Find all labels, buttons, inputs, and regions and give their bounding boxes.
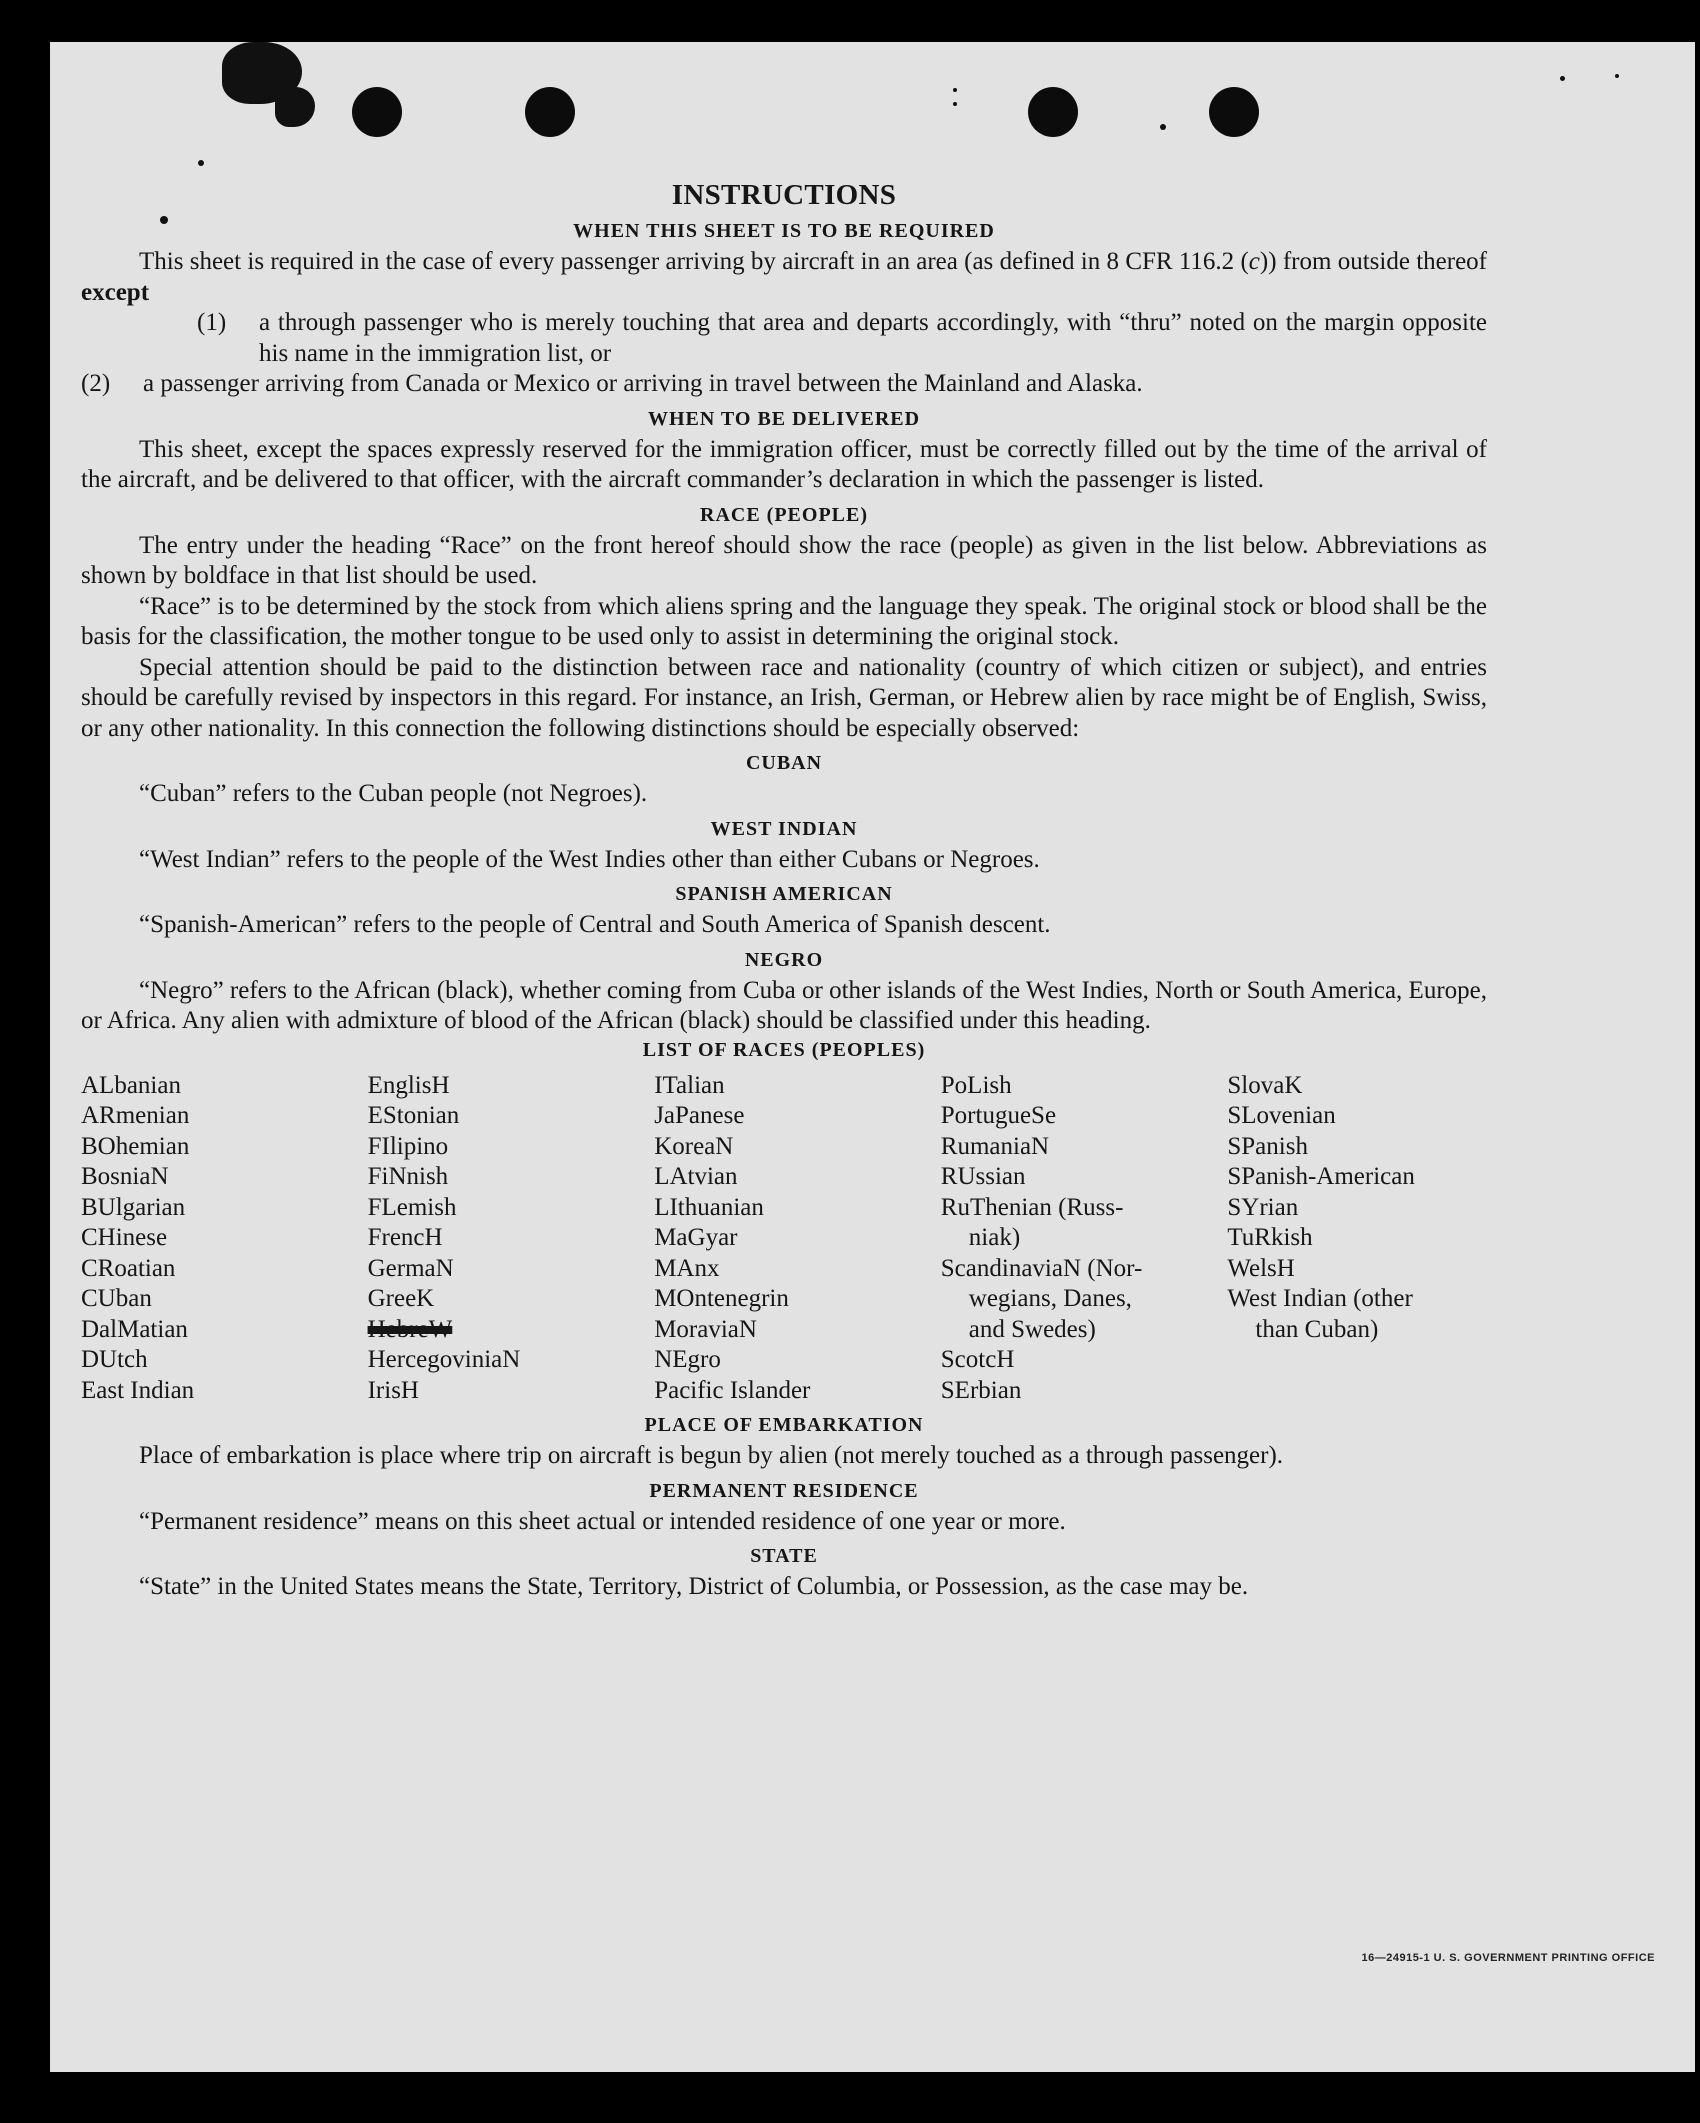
race-item: TuRkish xyxy=(1227,1224,1313,1251)
race-paragraph-2: “Race” is to be determined by the stock from which aliens spring and the language they speak. The original stock or blood shall be the basis for the classification, the mother tongue to be used only to assist in determining the original stock. xyxy=(81,592,1487,650)
race-item: MaGyar xyxy=(654,1224,738,1251)
race-item: GreeK xyxy=(367,1285,435,1312)
race-item: EStonian xyxy=(367,1102,460,1129)
speck xyxy=(953,88,957,92)
heading-when-required: WHEN THIS SHEET IS TO BE REQUIRED xyxy=(573,220,995,242)
heading-permanent-residence: PERMANENT RESIDENCE xyxy=(649,1479,919,1502)
heading-list-of-races: LIST OF RACES (PEOPLES) xyxy=(642,1038,926,1061)
heading-race: RACE (PEOPLE) xyxy=(700,503,868,526)
race-item: East Indian xyxy=(81,1376,195,1404)
required-intro-c: c xyxy=(1248,248,1260,275)
exception-2 xyxy=(81,369,1487,400)
race-item-continued: wegians, Danes, xyxy=(968,1285,1132,1312)
exception-1-text: a through passenger who is merely touching that area and departs accordingly, with “thru” noted on the margin opposite his name in the immigration list, or xyxy=(259,309,1487,367)
race-item: ITalian xyxy=(654,1071,725,1099)
heading-embarkation: PLACE OF EMBARKATION xyxy=(644,1414,924,1436)
required-intro-except: except xyxy=(81,278,150,306)
race-item: FrencH xyxy=(367,1224,443,1251)
race-item: MOntenegrin xyxy=(654,1285,789,1312)
delivered-text: This sheet, except the spaces expressly reserved for the immigration officer, must be correctly filled out by the time of the arrival of the aircraft, and be delivered to that officer, with the aircraft commander’s declaration in which the passenger is listed. xyxy=(81,435,1487,493)
races-column-3 xyxy=(654,1071,941,1407)
race-item: FLemish xyxy=(367,1193,457,1221)
races-list xyxy=(81,1071,1487,1407)
race-item-continued: than Cuban) xyxy=(1255,1315,1379,1343)
race-item: RuThenian (Russ- xyxy=(940,1193,1124,1221)
race-item-continued: and Swedes) xyxy=(968,1315,1096,1343)
race-item: GermaN xyxy=(367,1254,454,1282)
cuban-text: “Cuban” refers to the Cuban people (not Negroes). xyxy=(139,780,648,807)
races-column-2 xyxy=(368,1071,655,1407)
exception-1-number: (1) xyxy=(197,309,227,336)
race-item: West Indian (other xyxy=(1227,1285,1413,1312)
races-column-4 xyxy=(941,1071,1228,1407)
race-item: Pacific Islander xyxy=(654,1376,811,1404)
page-title: INSTRUCTIONS xyxy=(671,179,897,211)
race-item: BosniaN xyxy=(81,1163,169,1190)
race-item: MAnx xyxy=(654,1254,720,1282)
race-item: CHinese xyxy=(81,1224,168,1251)
exception-2-number: (2) xyxy=(81,370,111,397)
speck xyxy=(953,102,957,106)
race-item: BOhemian xyxy=(81,1132,190,1160)
negro-text: “Negro” refers to the African (black), whether coming from Cuba or other islands of the West Indies, North or South America, Europe, or Africa. Any alien with admixture of blood of the African (black) should be classified under this heading. xyxy=(81,976,1487,1034)
speck xyxy=(1160,124,1166,130)
exception-1 xyxy=(197,308,1487,369)
race-item: WelsH xyxy=(1227,1254,1295,1282)
races-column-1 xyxy=(81,1071,368,1407)
race-item: SPanish xyxy=(1227,1132,1308,1160)
race-item: HercegoviniaN xyxy=(367,1346,521,1373)
race-item: DalMatian xyxy=(81,1315,188,1343)
race-item: FiNnish xyxy=(367,1163,449,1190)
race-item: LIthuanian xyxy=(654,1193,764,1221)
speck xyxy=(1560,76,1565,81)
race-item-continued: niak) xyxy=(968,1224,1021,1251)
spanish-american-text: “Spanish-American” refers to the people of Central and South America of Spanish descent. xyxy=(139,911,1051,938)
race-item: SErbian xyxy=(940,1376,1022,1404)
race-item: IrisH xyxy=(367,1376,419,1404)
punch-hole xyxy=(1028,87,1078,137)
race-item: CRoatian xyxy=(81,1254,176,1282)
race-paragraph-3: Special attention should be paid to the distinction between race and nationality (country of which citizen or subject), and entries should be carefully revised by inspectors in this regard. For instance, an Irish, German, or Hebrew alien by race might be of English, Swiss, or any other nationality. In this connection the following distinctions should be especially observed: xyxy=(81,653,1487,742)
heading-west-indian: WEST INDIAN xyxy=(710,817,858,840)
residence-text: “Permanent residence” means on this sheet actual or intended residence of one year or more. xyxy=(139,1507,1066,1535)
punch-hole xyxy=(1209,87,1259,137)
race-item: KoreaN xyxy=(654,1132,734,1160)
race-item: CUban xyxy=(81,1285,152,1312)
heading-negro: NEGRO xyxy=(744,948,824,971)
document-body xyxy=(81,178,1487,1603)
race-item: ScotcH xyxy=(940,1346,1015,1373)
race-item: ARmenian xyxy=(81,1102,190,1129)
race-item-struck: HebreW xyxy=(367,1315,453,1343)
race-item: DUtch xyxy=(81,1346,148,1373)
race-item: SPanish-American xyxy=(1227,1163,1415,1190)
race-item: RUssian xyxy=(940,1163,1026,1190)
race-item: NEgro xyxy=(654,1346,721,1373)
race-item: MoraviaN xyxy=(654,1315,757,1343)
race-item: RumaniaN xyxy=(940,1132,1050,1160)
punch-hole xyxy=(525,87,575,137)
required-intro xyxy=(81,247,1487,308)
race-item: FIlipino xyxy=(367,1132,449,1160)
punch-hole xyxy=(352,87,402,137)
exception-2-text: a passenger arriving from Canada or Mexico or arriving in travel between the Mainland and Alaska. xyxy=(143,370,1143,397)
heading-state: STATE xyxy=(750,1545,818,1567)
ink-smudge xyxy=(275,87,315,127)
required-intro-a: This sheet is required in the case of every passenger arriving by aircraft in an area (as defined in 8 CFR 116.2 ( xyxy=(139,248,1249,275)
race-item: BUlgarian xyxy=(81,1193,186,1221)
race-item: ALbanian xyxy=(81,1071,181,1099)
speck xyxy=(198,160,204,166)
heading-cuban: CUBAN xyxy=(745,752,823,774)
race-item: SLovenian xyxy=(1227,1102,1336,1129)
race-paragraph-1: The entry under the heading “Race” on the front hereof should show the race (people) as given in the list below. Abbreviations as shown by boldface in that list should be used. xyxy=(81,531,1487,589)
heading-spanish-american: SPANISH AMERICAN xyxy=(675,883,893,905)
race-item: PoLish xyxy=(940,1071,1012,1099)
printing-office-code: 16—24915-1 U. S. GOVERNMENT PRINTING OFFICE xyxy=(1361,1952,1655,1964)
document-page xyxy=(50,42,1695,2072)
required-intro-b: )) from outside thereof xyxy=(1259,248,1487,275)
race-item: EnglisH xyxy=(367,1071,450,1099)
race-item: SlovaK xyxy=(1227,1071,1303,1099)
heading-when-delivered: WHEN TO BE DELIVERED xyxy=(647,407,921,430)
races-column-5 xyxy=(1227,1071,1487,1407)
embarkation-text: Place of embarkation is place where trip on aircraft is begun by alien (not merely touched as a through passenger). xyxy=(139,1442,1284,1469)
state-text: “State” in the United States means the State, Territory, District of Columbia, or Possession, as the case may be. xyxy=(139,1573,1249,1600)
speck xyxy=(1615,74,1619,78)
west-indian-text: “West Indian” refers to the people of the West Indies other than either Cubans or Negroes. xyxy=(139,845,1040,873)
race-item: JaPanese xyxy=(654,1102,745,1129)
race-item: SYrian xyxy=(1227,1193,1299,1221)
race-item: PortugueSe xyxy=(940,1102,1057,1129)
race-item: LAtvian xyxy=(654,1163,738,1190)
race-item: ScandinaviaN (Nor- xyxy=(940,1254,1143,1282)
